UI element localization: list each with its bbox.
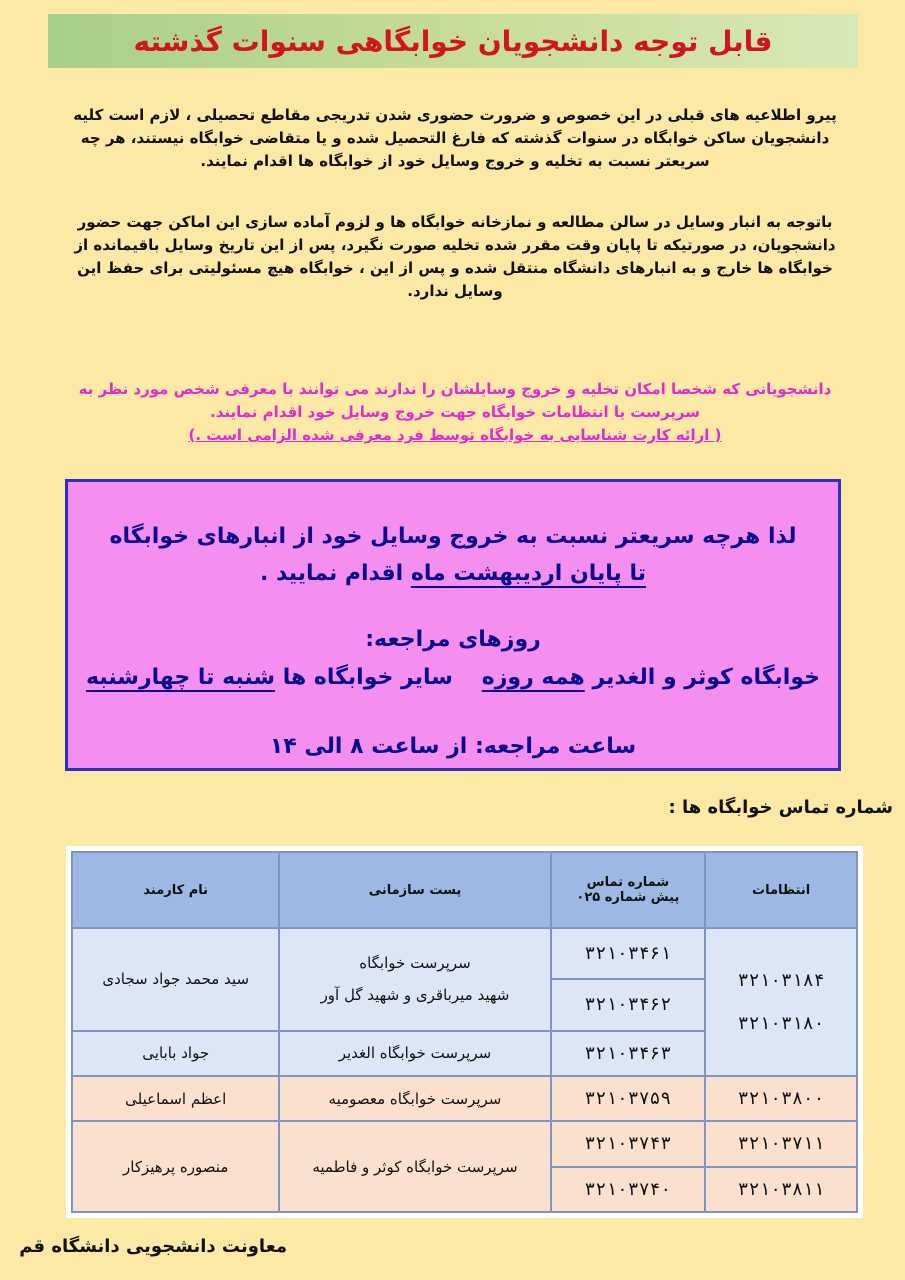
signature: معاونت دانشجویی دانشگاه قم — [19, 1236, 287, 1257]
position-text: شهید میرباقری و شهید گل آور — [320, 986, 510, 1005]
position-cell: سرپرست خوابگاه معصومیه — [279, 1076, 550, 1121]
text-line: دانشجویانی که شخصا امکان تخلیه و خروج وسایلشان را ندارند می توانند با معرفی شخص مورد نظر به — [78, 380, 832, 398]
phone-cell: ۳۲۱۰۳۴۶۱ — [551, 928, 706, 979]
deadline-box — [65, 479, 841, 771]
contacts-table — [71, 851, 858, 1213]
days-heading: روزهای مراجعه: — [365, 627, 541, 652]
page-title: قابل توجه دانشجویان خوابگاهی سنوات گذشته — [133, 24, 773, 58]
security-number: ۳۲۱۰۳۱۸۴ — [737, 969, 825, 991]
security-cell: ۳۲۱۰۳۸۱۱ — [705, 1167, 857, 1212]
text-line: دانشجویان، در صورتیکه تا پایان وقت مقرر شده تخلیه صورت نگیرد، پس از این تاریخ وسایل باقیمانده از — [74, 236, 836, 254]
table-header-row — [72, 852, 857, 928]
security-number: ۳۲۱۰۳۱۸۰ — [737, 1012, 825, 1034]
contacts-table-wrap — [66, 846, 863, 1218]
title-banner — [48, 14, 858, 68]
position-cell: سرپرست خوابگاه الغدیر — [279, 1031, 550, 1076]
others-days-value: شنبه تا چهارشنبه — [86, 665, 276, 690]
header-phone-line2: پیش شماره ۰۲۵ — [576, 890, 680, 905]
header-phone — [551, 852, 706, 928]
text-line: خوابگاه ها خارج و به انبارهای دانشگاه منتقل شده و پس از این ، خوابگاه هیچ مسئولیتی برای حفظ این — [77, 259, 833, 277]
table-row — [72, 1121, 857, 1166]
contacts-heading: شماره تماس خوابگاه ها : — [668, 797, 893, 818]
security-cell — [705, 928, 857, 1076]
text-line: پیرو اطلاعیه های قبلی در این خصوص و ضرورت حضوری شدن تدریجی مقاطع تحصیلی ، لازم است کلیه — [73, 106, 837, 124]
text-line: سرپرست یا انتظامات خوابگاه جهت خروج وسایل خود اقدام نمایند. — [210, 403, 700, 421]
staff-cell: جواد بابایی — [72, 1031, 279, 1076]
header-security: انتظامات — [705, 852, 857, 928]
header-position: پست سازمانی — [279, 852, 550, 928]
notice-paragraph-2 — [60, 211, 850, 303]
text-line: سریعتر نسبت به تخلیه و خروج وسایل خود از خوابگاه ها اقدام نمایند. — [200, 152, 710, 170]
header-phone-line1: شماره تماس — [586, 875, 670, 890]
box-line-1: لذا هرچه سریعتر نسبت به خروج وسایل خود از انبارهای خوابگاه — [109, 524, 797, 549]
position-cell: سرپرست خوابگاه کوثر و فاطمیه — [279, 1121, 550, 1212]
table-row — [72, 1076, 857, 1121]
box-line-2-suffix: اقدام نمایید . — [260, 561, 411, 586]
notice-paragraph-3 — [60, 378, 850, 447]
hours-line: ساعت مراجعه: از ساعت ۸ الی ۱۴ — [269, 734, 637, 759]
phone-cell: ۳۲۱۰۳۷۴۰ — [551, 1167, 706, 1212]
deadline-text: تا پایان اردیبهشت ماه — [410, 561, 646, 586]
staff-cell: منصوره پرهیزکار — [72, 1121, 279, 1212]
phone-cell: ۳۲۱۰۳۴۶۲ — [551, 979, 706, 1030]
position-text: سرپرست خوابگاه — [359, 954, 471, 973]
phone-cell: ۳۲۱۰۳۷۴۳ — [551, 1121, 706, 1166]
notice-paragraph-1 — [60, 104, 850, 173]
box-line-2 — [68, 561, 838, 586]
header-staff: نام کارمند — [72, 852, 279, 928]
text-line: باتوجه به انبار وسایل در سالن مطالعه و نمازخانه خوابگاه ها و لزوم آماده سازی این اماکن جهت حضور — [77, 213, 833, 231]
others-prefix: سایر خوابگاه ها — [275, 665, 453, 690]
id-card-note: ( ارائه کارت شناسایی به خوابگاه توسط فرد معرفی شده الزامی است .) — [188, 426, 722, 444]
position-cell — [279, 928, 550, 1031]
table-row — [72, 928, 857, 979]
security-cell: ۳۲۱۰۳۸۰۰ — [705, 1076, 857, 1121]
kowsar-days — [482, 665, 820, 690]
other-days — [86, 665, 453, 690]
security-cell: ۳۲۱۰۳۷۱۱ — [705, 1121, 857, 1166]
text-line: وسایل ندارد. — [407, 282, 503, 300]
staff-cell: سید محمد جواد سجادی — [72, 928, 279, 1031]
phone-cell: ۳۲۱۰۳۷۵۹ — [551, 1076, 706, 1121]
phone-cell: ۳۲۱۰۳۴۶۳ — [551, 1031, 706, 1076]
staff-cell: اعظم اسماعیلی — [72, 1076, 279, 1121]
kowsar-prefix: خوابگاه کوثر و الغدیر — [584, 665, 820, 690]
kowsar-days-value: همه روزه — [481, 665, 585, 690]
text-line: دانشجویان ساکن خوابگاه در سنوات گذشته که فارغ التحصیل شده و یا متقاضی خوابگاه نیستند، هر چه — [80, 129, 830, 147]
